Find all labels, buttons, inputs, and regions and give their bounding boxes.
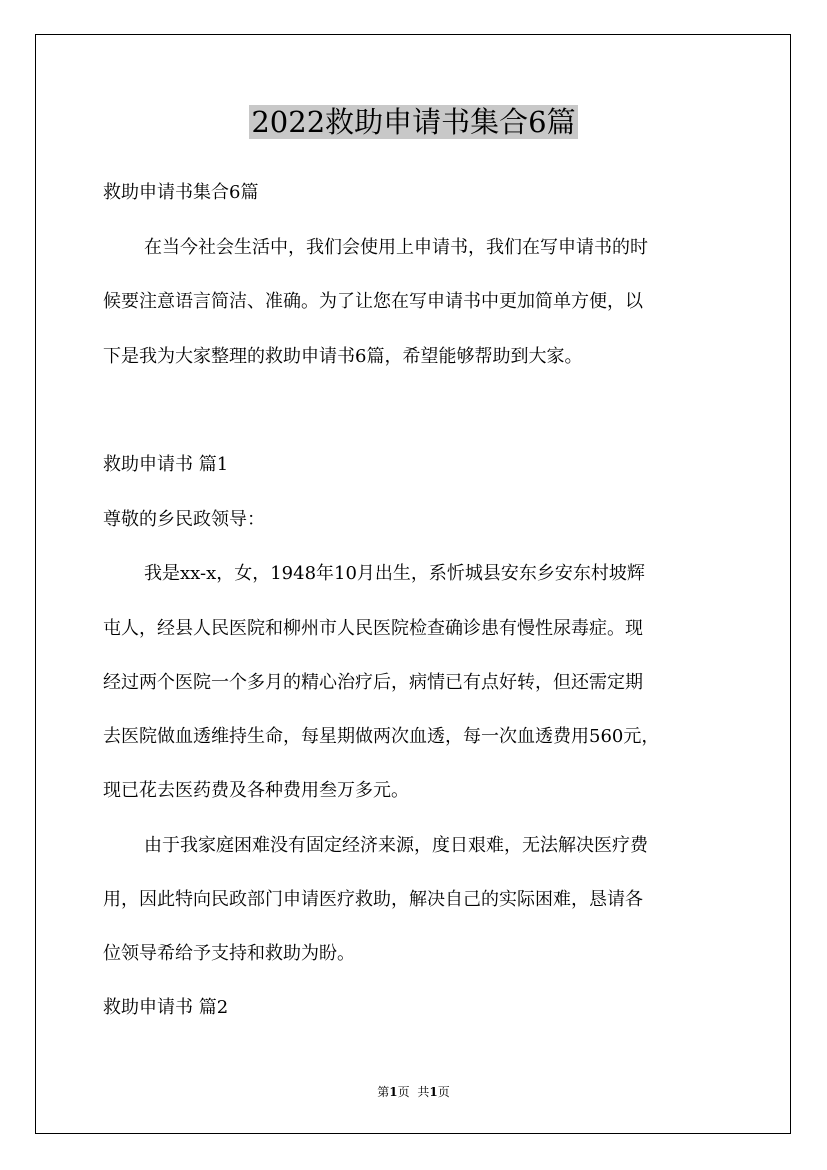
subtitle: 救助申请书集合6篇 [103, 182, 259, 203]
body-line-1: 我是xx-x，女，1948年10月出生，系忻城县安东乡安东村坡辉 [144, 563, 645, 584]
page-prefix: 第 [377, 1085, 390, 1099]
section-heading-2: 救助申请书 篇2 [103, 997, 229, 1018]
body-line-5: 现已花去医药费及各种费用叁万多元。 [103, 780, 409, 801]
intro-line-1: 在当今社会生活中，我们会使用上申请书，我们在写申请书的时 [144, 237, 648, 258]
intro-line-3: 下是我为大家整理的救助申请书6篇，希望能够帮助到大家。 [103, 346, 583, 367]
salutation: 尊敬的乡民政领导： [103, 509, 265, 530]
document-title [0, 101, 827, 143]
total-suffix: 页 [437, 1085, 450, 1099]
body-line-3: 经过两个医院一个多月的精心治疗后，病情已有点好转，但还需定期 [103, 672, 643, 693]
page-number: 1 [389, 1085, 398, 1099]
document-title-text: 2022救助申请书集合6篇 [251, 105, 576, 139]
total-number: 1 [429, 1085, 438, 1099]
page-footer [0, 1084, 827, 1100]
section-heading-1: 救助申请书 篇1 [103, 454, 229, 475]
body-line-8: 位领导希给予支持和救助为盼。 [103, 943, 355, 964]
total-prefix: 共 [417, 1085, 430, 1099]
body-line-4: 去医院做血透维持生命，每星期做两次血透，每一次血透费用560元， [103, 726, 660, 747]
body-line-2: 屯人，经县人民医院和柳州市人民医院检查确诊患有慢性尿毒症。现 [103, 618, 643, 639]
body-line-6: 由于我家庭困难没有固定经济来源，度日艰难，无法解决医疗费 [144, 835, 648, 856]
intro-line-2: 候要注意语言简洁、准确。为了让您在写申请书中更加简单方便，以 [103, 291, 643, 312]
page-suffix: 页 [397, 1085, 410, 1099]
body-line-7: 用，因此特向民政部门申请医疗救助，解决自己的实际困难，恳请各 [103, 889, 643, 910]
